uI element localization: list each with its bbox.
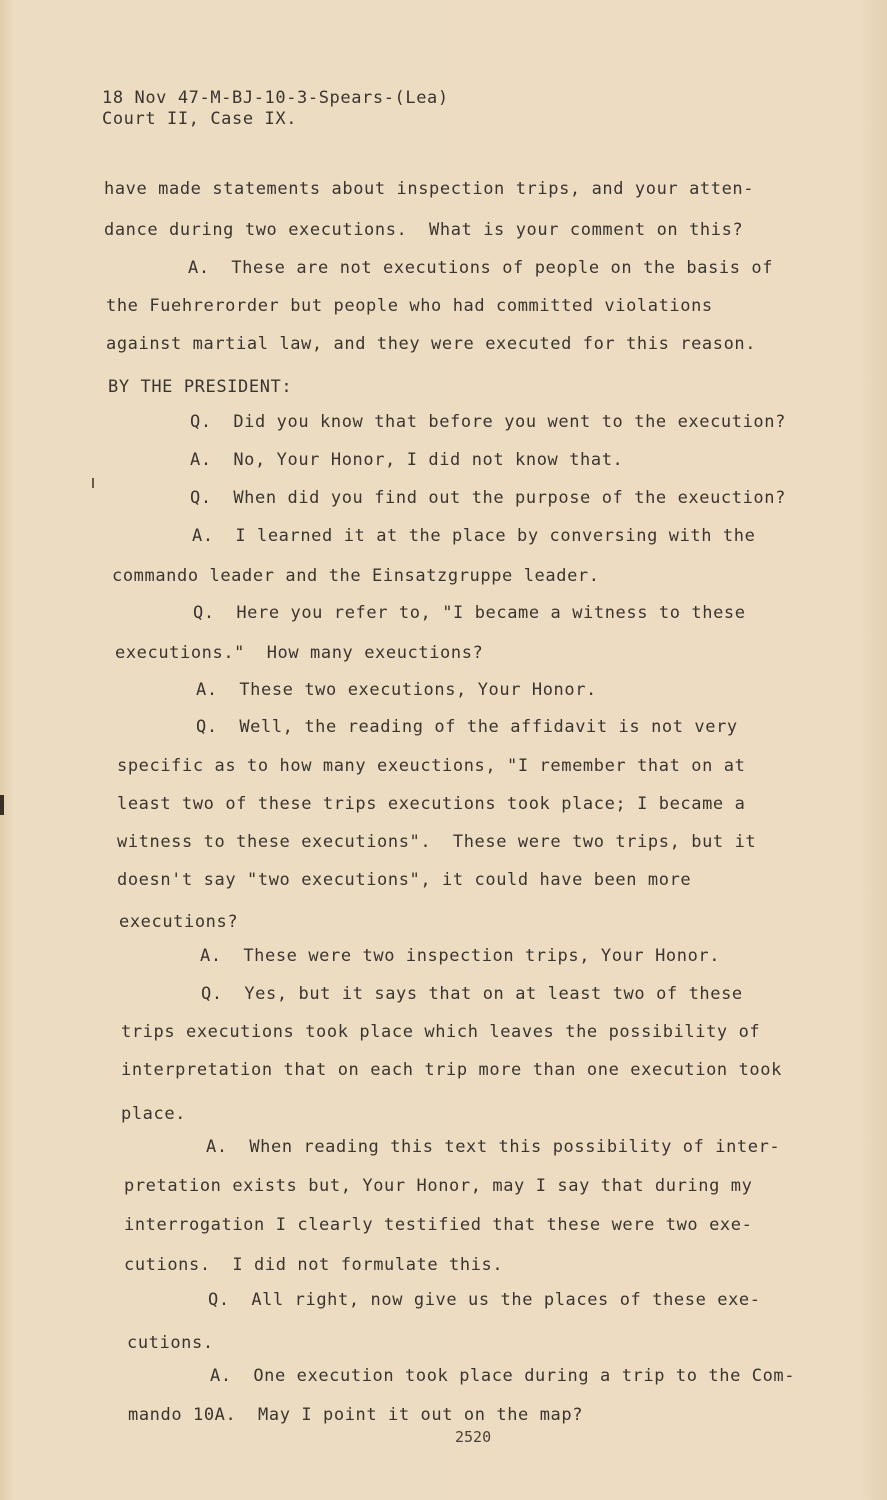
body-line: Q. Here you refer to, "I became a witness to these [193, 603, 746, 623]
body-line: least two of these trips executions took place; I became a [117, 794, 746, 814]
body-line: trips executions took place which leaves the possibility of [121, 1022, 761, 1042]
body-line: A. These were two inspection trips, Your Honor. [200, 946, 721, 966]
body-line: executions." How many exeuctions? [115, 643, 484, 663]
body-line: witness to these executions". These were two trips, but it [117, 832, 757, 852]
body-line: A. No, Your Honor, I did not know that. [190, 450, 624, 470]
body-line: interrogation I clearly testified that these were two exe- [124, 1215, 753, 1235]
page-edge-mark [0, 795, 4, 815]
body-line: Q. Yes, but it says that on at least two of these [201, 984, 743, 1004]
body-line: A. One execution took place during a trip to the Com- [210, 1366, 796, 1386]
body-line: A. These are not executions of people on the basis of [188, 258, 774, 278]
body-line: cutions. [127, 1333, 214, 1353]
body-line: commando leader and the Einsatzgruppe leader. [112, 566, 600, 586]
body-line: mando 10A. May I point it out on the map? [128, 1405, 584, 1425]
body-line: cutions. I did not formulate this. [124, 1255, 504, 1275]
body-line: A. I learned it at the place by conversing with the [192, 526, 756, 546]
body-line: executions? [119, 912, 239, 932]
body-line: A. When reading this text this possibility of inter- [206, 1137, 781, 1157]
body-line: place. [121, 1104, 187, 1124]
body-line: doesn't say "two executions", it could have been more [117, 870, 692, 890]
body-line: dance during two executions. What is your comment on this? [104, 220, 744, 240]
body-line: have made statements about inspection trips, and your atten- [104, 179, 755, 199]
body-line: pretation exists but, Your Honor, may I say that during my [124, 1176, 753, 1196]
body-line: Q. Well, the reading of the affidavit is not very [196, 717, 738, 737]
body-line: Q. Did you know that before you went to the execution? [190, 412, 786, 432]
section-heading: BY THE PRESIDENT: [108, 377, 293, 397]
body-line: specific as to how many exeuctions, "I remember that on at [117, 756, 746, 776]
margin-mark [92, 478, 94, 488]
body-line: A. These two executions, Your Honor. [196, 680, 597, 700]
body-line: against martial law, and they were executed for this reason. [106, 334, 757, 354]
page-number: 2520 [455, 1428, 492, 1446]
header-line-2: Court II, Case IX. [102, 109, 298, 129]
body-line: interpretation that on each trip more than one execution took [121, 1060, 782, 1080]
body-line: the Fuehrerorder but people who had committed violations [106, 296, 713, 316]
body-line: Q. When did you find out the purpose of the exeuction? [190, 488, 786, 508]
body-line: Q. All right, now give us the places of these exe- [208, 1290, 761, 1310]
header-line-1: 18 Nov 47-M-BJ-10-3-Spears-(Lea) [102, 88, 449, 108]
